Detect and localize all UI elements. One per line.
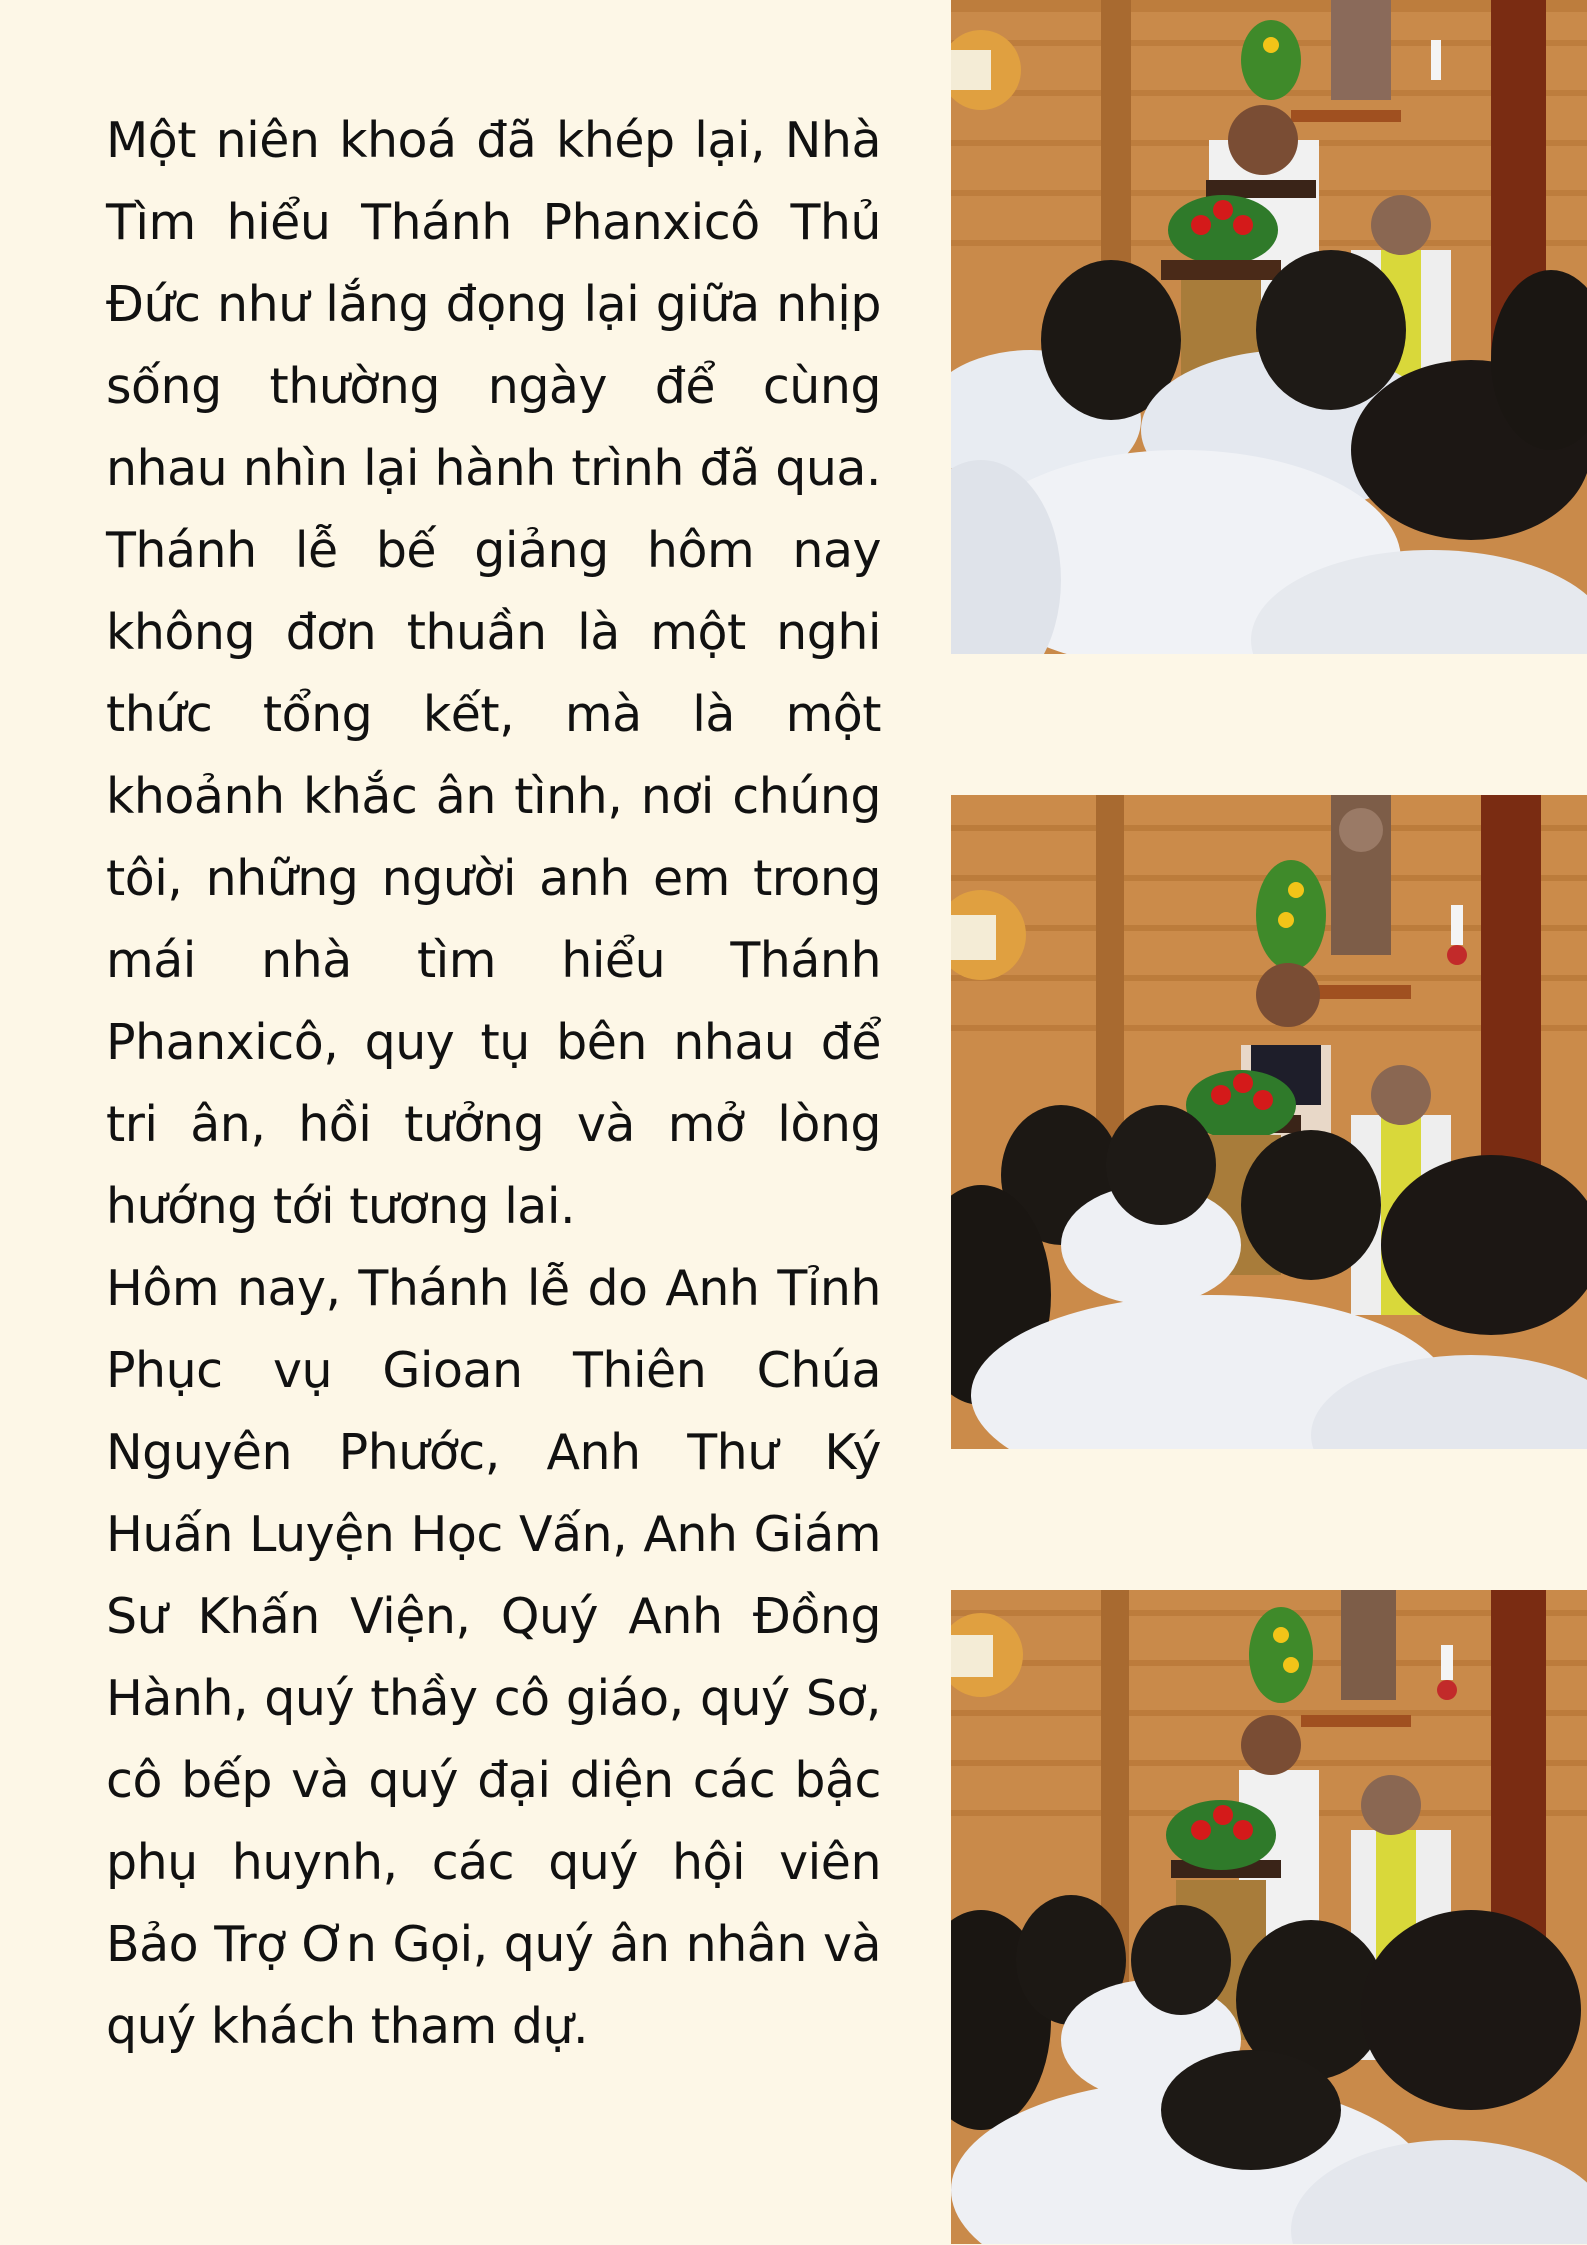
article-text [106, 100, 881, 2068]
church-ceremony-photo-1 [951, 0, 1587, 654]
paragraph-intro: Một niên khoá đã khép lại, Nhà Tìm hiểu Thánh Phanxicô Thủ Đức như lắng đọng lại giữa nhịp sống thường ngày để cùng nhau nhìn lại hành trình đã qua. Thánh lễ bế giảng hôm nay không đơn thuần là một nghi thức tổng kết, mà là một khoảnh khắc ân tình, nơi chúng tôi, những người anh em trong mái nhà tìm hiểu Thánh Phanxicô, quy tụ bên nhau để tri ân, hồi tưởng và mở lòng hướng tới tương lai. [106, 112, 881, 1235]
paragraph-attendees: Hôm nay, Thánh lễ do Anh Tỉnh Phục vụ Gioan Thiên Chúa Nguyên Phước, Anh Thư Ký Huấn Luyện Học Vấn, Anh Giám Sư Khấn Viện, Quý Anh Đồng Hành, quý thầy cô giáo, quý Sơ, cô bếp và quý đại diện các bậc phụ huynh, các quý hội viên Bảo Trợ Ơn Gọi, quý ân nhân và quý khách tham dự. [106, 1260, 881, 2055]
church-ceremony-photo-icon [951, 1590, 1587, 2244]
church-ceremony-photo-icon [951, 795, 1587, 1449]
church-ceremony-photo-3 [951, 1590, 1587, 2244]
church-ceremony-photo-icon [951, 0, 1587, 654]
church-ceremony-photo-2 [951, 795, 1587, 1449]
